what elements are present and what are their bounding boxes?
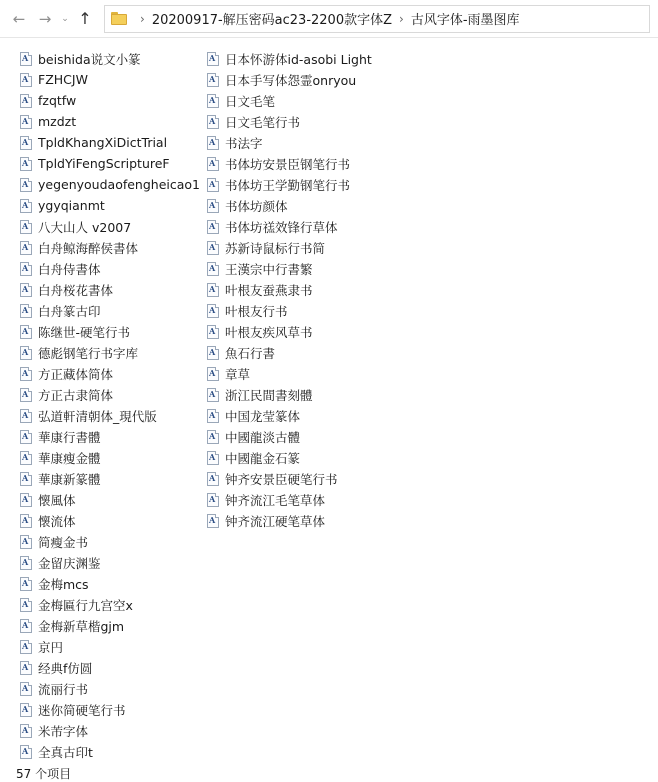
file-name: 书法字	[225, 135, 263, 151]
file-item[interactable]	[20, 426, 200, 447]
file-name: 叶根友行书	[225, 303, 288, 319]
file-name: 懐風体	[38, 492, 76, 508]
font-file-icon: A	[207, 346, 219, 360]
font-file-icon: A	[20, 514, 32, 528]
font-file-icon: A	[20, 451, 32, 465]
file-item[interactable]	[207, 510, 372, 531]
file-name: 叶根友蚕燕隶书	[225, 282, 313, 298]
font-file-icon: A	[207, 388, 219, 402]
file-name: 迷你简硬笔行书	[38, 702, 126, 718]
file-item[interactable]	[207, 90, 372, 111]
file-name: TpldKhangXiDictTrial	[38, 135, 168, 150]
file-name: 京円	[38, 639, 64, 655]
font-file-icon: A	[20, 745, 32, 759]
font-file-icon: A	[207, 262, 219, 276]
file-item[interactable]	[20, 468, 200, 489]
file-item[interactable]	[20, 615, 200, 636]
file-item[interactable]	[20, 300, 200, 321]
font-file-icon: A	[20, 115, 32, 129]
breadcrumb-segment-current[interactable]: 古风字体-雨墨图库	[410, 13, 520, 28]
file-name: 華康新篆體	[38, 471, 101, 487]
file-name: 白舟桜花書体	[38, 282, 114, 298]
font-file-icon: A	[207, 493, 219, 507]
file-item[interactable]	[207, 321, 372, 342]
file-name: 书体坊颜体	[225, 198, 288, 214]
file-name: 金梅新草楷gjm	[38, 618, 125, 634]
file-item[interactable]	[20, 594, 200, 615]
file-name: 八大山人 v2007	[38, 219, 132, 235]
font-file-icon: A	[20, 388, 32, 402]
file-item[interactable]	[20, 657, 200, 678]
file-name: 日文毛笔行书	[225, 114, 301, 130]
file-item[interactable]	[20, 720, 200, 741]
file-item[interactable]	[207, 132, 372, 153]
file-column-2	[207, 48, 372, 531]
file-item[interactable]	[207, 489, 372, 510]
font-file-icon: A	[20, 598, 32, 612]
file-item[interactable]	[207, 258, 372, 279]
file-item[interactable]	[207, 384, 372, 405]
font-file-icon: A	[20, 157, 32, 171]
file-item[interactable]	[207, 468, 372, 489]
file-name: TpldYiFengScriptureF	[38, 156, 170, 171]
file-item[interactable]	[207, 195, 372, 216]
font-file-icon: A	[20, 556, 32, 570]
file-item[interactable]	[20, 363, 200, 384]
font-file-icon: A	[207, 115, 219, 129]
file-item[interactable]	[20, 174, 200, 195]
file-name: 白舟鲸海醉侯書体	[38, 240, 139, 256]
file-name: 日本手写体怨霊onryou	[225, 72, 357, 88]
font-file-icon: A	[207, 325, 219, 339]
file-item[interactable]	[20, 699, 200, 720]
font-file-icon: A	[20, 472, 32, 486]
font-file-icon: A	[207, 430, 219, 444]
file-name: 书体坊安景臣钢笔行书	[225, 156, 351, 172]
file-name: mzdzt	[38, 114, 77, 129]
file-item[interactable]	[207, 237, 372, 258]
file-item[interactable]	[20, 48, 200, 69]
file-name: 德彪钢笔行书字库	[38, 345, 139, 361]
font-file-icon: A	[20, 430, 32, 444]
file-name: 日文毛笔	[225, 93, 276, 109]
file-name: 魚石行書	[225, 345, 276, 361]
file-item[interactable]	[207, 279, 372, 300]
file-name: 白舟侍書体	[38, 261, 101, 277]
file-item[interactable]	[207, 363, 372, 384]
font-file-icon: A	[20, 283, 32, 297]
font-file-icon: A	[207, 73, 219, 87]
font-file-icon: A	[20, 262, 32, 276]
font-file-icon: A	[207, 157, 219, 171]
forward-button[interactable]	[34, 8, 56, 30]
file-item[interactable]	[20, 489, 200, 510]
file-name: 经典f仿圆	[38, 660, 93, 676]
navigation-bar	[0, 0, 658, 38]
font-file-icon: A	[207, 199, 219, 213]
font-file-icon: A	[207, 52, 219, 66]
font-file-icon: A	[20, 535, 32, 549]
file-item[interactable]	[20, 132, 200, 153]
file-name: 金梅mcs	[38, 576, 89, 592]
breadcrumb-separator[interactable]: ›	[399, 11, 404, 26]
file-name: yegenyoudaofengheicao1	[38, 177, 201, 192]
font-file-icon: A	[207, 178, 219, 192]
font-file-icon: A	[20, 724, 32, 738]
font-file-icon: A	[20, 493, 32, 507]
file-name: 钟齐流江硬笔草体	[225, 513, 326, 529]
font-file-icon: A	[20, 346, 32, 360]
file-name: fzqtfw	[38, 93, 77, 108]
file-item[interactable]	[20, 111, 200, 132]
file-name: 书体坊王学勤钢笔行书	[225, 177, 351, 193]
right-arrow-icon: →	[38, 9, 52, 28]
file-name: beishida说文小篆	[38, 51, 141, 67]
file-name: 方正古隶简体	[38, 387, 114, 403]
file-name: 苏新诗鼠标行书简	[225, 240, 326, 256]
up-arrow-icon: ↑	[78, 9, 92, 28]
file-item[interactable]	[207, 447, 372, 468]
breadcrumb-separator[interactable]: ›	[140, 11, 145, 26]
font-file-icon: A	[20, 325, 32, 339]
font-file-icon: A	[207, 409, 219, 423]
file-item[interactable]	[207, 300, 372, 321]
file-item[interactable]	[20, 279, 200, 300]
font-file-icon: A	[20, 220, 32, 234]
font-file-icon: A	[20, 304, 32, 318]
file-item[interactable]	[20, 69, 200, 90]
font-file-icon: A	[207, 367, 219, 381]
file-item[interactable]	[20, 237, 200, 258]
folder-icon	[111, 12, 127, 25]
file-name: 浙江民間書刻體	[225, 387, 313, 403]
file-item[interactable]	[207, 342, 372, 363]
file-item[interactable]	[20, 258, 200, 279]
file-item[interactable]	[20, 195, 200, 216]
font-file-icon: A	[20, 703, 32, 717]
file-name: 方正藏体简体	[38, 366, 114, 382]
font-file-icon: A	[207, 283, 219, 297]
font-file-icon: A	[20, 367, 32, 381]
font-file-icon: A	[20, 199, 32, 213]
up-button[interactable]	[74, 8, 96, 30]
file-list	[0, 38, 658, 764]
item-count: 57 个项目	[16, 766, 72, 781]
file-item[interactable]	[20, 678, 200, 699]
font-file-icon: A	[207, 136, 219, 150]
file-item[interactable]	[207, 153, 372, 174]
file-name: 華康瘦金體	[38, 450, 101, 466]
recent-locations-button[interactable]	[58, 8, 72, 30]
status-bar	[16, 764, 71, 782]
file-item[interactable]	[20, 741, 200, 762]
font-file-icon: A	[20, 640, 32, 654]
font-file-icon: A	[207, 220, 219, 234]
file-name: 全真古印t	[38, 744, 93, 760]
file-item[interactable]	[20, 573, 200, 594]
file-item[interactable]	[20, 636, 200, 657]
breadcrumb-segment-parent[interactable]: 20200917-解压密码ac23-2200款字体Z	[151, 13, 393, 28]
font-file-icon: A	[20, 241, 32, 255]
left-arrow-icon: ←	[12, 9, 26, 28]
back-button[interactable]	[8, 8, 30, 30]
file-name: 陈继世-硬笔行书	[38, 324, 131, 340]
file-item[interactable]	[20, 153, 200, 174]
file-name: 王漢宗中行書繁	[225, 261, 313, 277]
font-file-icon: A	[20, 682, 32, 696]
file-name: 日本怀游体id-asobi Light	[225, 51, 372, 67]
file-name: 華康行書體	[38, 429, 101, 445]
file-item[interactable]	[207, 426, 372, 447]
font-file-icon: A	[20, 136, 32, 150]
file-item[interactable]	[20, 510, 200, 531]
file-name: 钟齐流江毛笔草体	[225, 492, 326, 508]
file-name: FZHCJW	[38, 72, 88, 87]
font-file-icon: A	[207, 304, 219, 318]
file-item[interactable]	[207, 48, 372, 69]
file-item[interactable]	[20, 552, 200, 573]
file-name: 中國龍金石篆	[225, 450, 301, 466]
file-item[interactable]	[20, 531, 200, 552]
file-name: 章草	[225, 366, 251, 382]
font-file-icon: A	[207, 514, 219, 528]
chevron-down-icon: ⌄	[61, 13, 69, 24]
file-item[interactable]	[207, 405, 372, 426]
file-name: 中国龙莹篆体	[225, 408, 301, 424]
file-name: 懐流体	[38, 513, 76, 529]
file-name: 米芾字体	[38, 723, 89, 739]
file-item[interactable]	[20, 342, 200, 363]
font-file-icon: A	[20, 619, 32, 633]
file-item[interactable]	[20, 90, 200, 111]
font-file-icon: A	[20, 577, 32, 591]
address-bar[interactable]	[104, 5, 650, 33]
file-item[interactable]	[20, 216, 200, 237]
file-name: 弘道軒清朝体_現代版	[38, 408, 157, 424]
font-file-icon: A	[20, 409, 32, 423]
file-item[interactable]	[20, 384, 200, 405]
font-file-icon: A	[207, 472, 219, 486]
font-file-icon: A	[20, 52, 32, 66]
file-name: 白舟篆古印	[38, 303, 101, 319]
file-column-1	[20, 48, 200, 762]
file-name: 中國龍淡古體	[225, 429, 301, 445]
font-file-icon: A	[207, 451, 219, 465]
font-file-icon: A	[207, 241, 219, 255]
file-item[interactable]	[207, 111, 372, 132]
file-name: ygyqianmt	[38, 198, 105, 213]
file-name: 金梅匾行九宫空x	[38, 597, 133, 613]
file-item[interactable]	[207, 69, 372, 90]
file-name: 金留庆渊鉴	[38, 555, 101, 571]
font-file-icon: A	[20, 73, 32, 87]
font-file-icon: A	[20, 178, 32, 192]
file-name: 简瘦金书	[38, 534, 89, 550]
file-item[interactable]	[207, 174, 372, 195]
font-file-icon: A	[207, 94, 219, 108]
file-name: 钟齐安景臣硬笔行书	[225, 471, 338, 487]
file-name: 叶根友疾风草书	[225, 324, 313, 340]
font-file-icon: A	[20, 94, 32, 108]
file-name: 书体坊禚效锋行草体	[225, 219, 338, 235]
file-name: 流丽行书	[38, 681, 89, 697]
file-item[interactable]	[20, 321, 200, 342]
font-file-icon: A	[20, 661, 32, 675]
file-item[interactable]	[20, 405, 200, 426]
file-item[interactable]	[207, 216, 372, 237]
file-item[interactable]	[20, 447, 200, 468]
